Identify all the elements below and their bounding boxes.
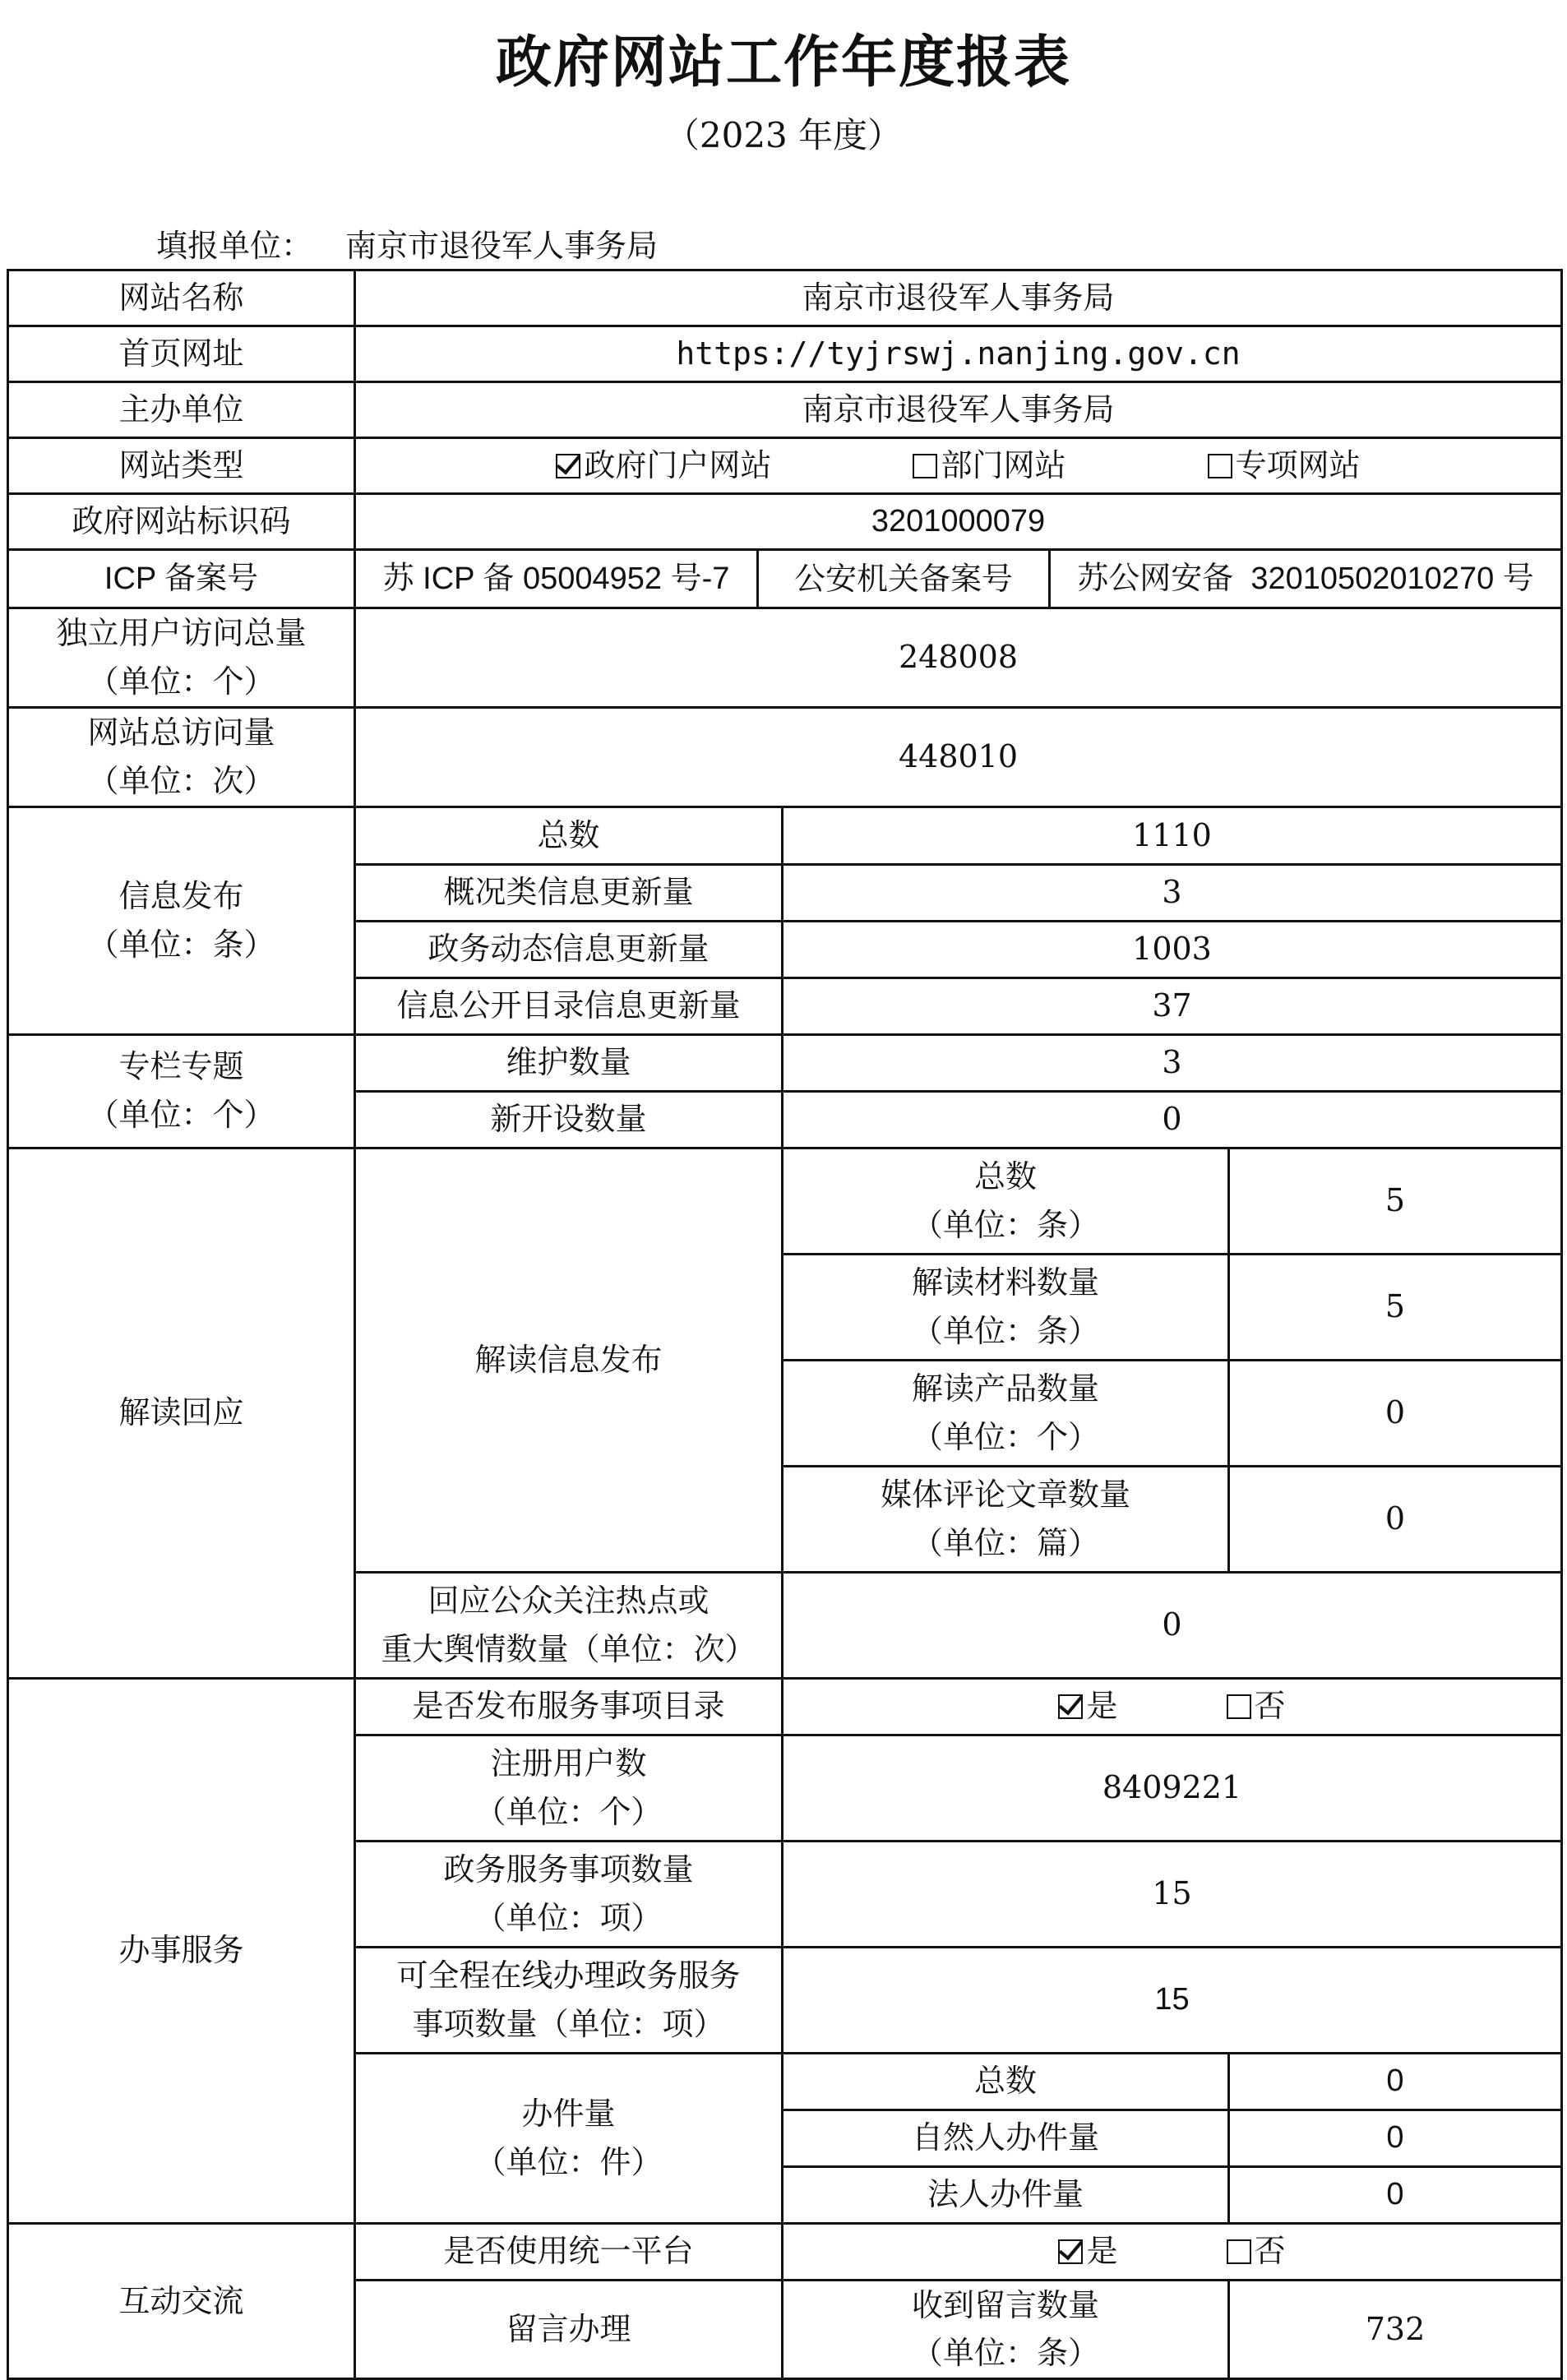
registered-users-value: 8409221 — [783, 1735, 1562, 1841]
unique-visitors-label — [8, 608, 355, 708]
platform-options — [783, 2223, 1562, 2280]
table-row — [8, 707, 1562, 806]
interpretation-row-label — [783, 1466, 1229, 1572]
catalog-label: 是否发布服务事项目录 — [355, 1678, 783, 1735]
reporting-unit-line — [156, 220, 658, 266]
columns-row-value: 3 — [783, 1034, 1562, 1091]
info-release-row-label: 概况类信息更新量 — [355, 864, 783, 921]
table-row — [8, 806, 1562, 864]
checkbox-checked-icon — [1058, 1694, 1083, 1719]
unit-label: （单位：条） — [911, 1312, 1099, 1349]
service-items-label — [355, 1841, 783, 1947]
cases-row-value: 0 — [1229, 2053, 1562, 2110]
platform-no-option — [1227, 2227, 1286, 2276]
sponsor-value: 南京市退役军人事务局 — [355, 382, 1562, 438]
unit-label: （单位：个） — [474, 1793, 663, 1830]
interpretation-row-label — [783, 1360, 1229, 1466]
table-row — [8, 326, 1562, 382]
checkbox-empty-icon — [1208, 454, 1232, 478]
columns-row-value: 0 — [783, 1091, 1562, 1148]
registered-users-label — [355, 1735, 783, 1841]
cases-row-label: 法人办件量 — [783, 2166, 1229, 2223]
checkbox-checked-icon — [1058, 2239, 1083, 2264]
info-release-row-value: 37 — [783, 977, 1562, 1034]
unit-label: （单位：个） — [87, 663, 275, 700]
site-id-label: 政府网站标识码 — [8, 494, 355, 550]
columns-row-label: 维护数量 — [355, 1034, 783, 1091]
option-label: 是 — [1086, 1688, 1118, 1725]
platform-label: 是否使用统一平台 — [355, 2223, 783, 2280]
checkbox-empty-icon — [1227, 2239, 1251, 2264]
report-title: 政府网站工作年度报表 — [495, 30, 1071, 95]
site-type-option — [913, 441, 1065, 490]
site-type-option-label: 专项网站 — [1235, 447, 1361, 484]
service-items-title: 政务服务事项数量 — [443, 1851, 694, 1888]
table-row — [8, 608, 1562, 708]
interpretation-label: 解读回应 — [8, 1148, 355, 1678]
unit-label: （单位：条） — [87, 926, 275, 963]
table-row — [8, 1148, 1562, 1254]
police-record-label: 公安机关备案号 — [759, 551, 1051, 607]
site-name-label: 网站名称 — [8, 270, 355, 326]
site-type-options — [355, 438, 1562, 494]
cases-row-label: 总数 — [783, 2053, 1229, 2110]
site-type-option-label: 部门网站 — [941, 447, 1066, 484]
checkbox-empty-icon — [913, 454, 937, 478]
table-row — [8, 1034, 1562, 1091]
info-release-row-value: 1003 — [783, 921, 1562, 977]
registered-users-title: 注册用户数 — [490, 1745, 647, 1782]
info-release-row-value: 3 — [783, 864, 1562, 921]
table-row — [8, 1678, 1562, 1735]
icp-row — [355, 550, 1562, 608]
catalog-options — [783, 1678, 1562, 1735]
unit-label: （单位：条） — [911, 1206, 1099, 1243]
total-visits-title: 网站总访问量 — [87, 714, 275, 751]
interpretation-sub-label: 解读信息发布 — [355, 1148, 783, 1572]
unique-visitors-title: 独立用户访问总量 — [56, 615, 307, 651]
sponsor-label: 主办单位 — [8, 382, 355, 438]
cases-row-label: 自然人办件量 — [783, 2110, 1229, 2166]
option-label: 否 — [1254, 1688, 1286, 1725]
interpretation-row-value: 0 — [1229, 1360, 1562, 1466]
interaction-label: 互动交流 — [8, 2223, 355, 2379]
site-type-label: 网站类型 — [8, 438, 355, 494]
reporting-unit-label: 填报单位： — [156, 228, 313, 264]
option-label: 是 — [1086, 2233, 1118, 2270]
site-name-value: 南京市退役军人事务局 — [355, 270, 1562, 326]
report-table — [7, 269, 1563, 2380]
columns-title: 专栏专题 — [118, 1048, 244, 1085]
unique-visitors-value: 248008 — [355, 608, 1562, 708]
info-release-row-value: 1110 — [783, 806, 1562, 864]
site-id-value: 3201000079 — [355, 494, 1562, 550]
messages-sub-title: 收到留言数量 — [911, 2286, 1099, 2323]
cases-row-value: 0 — [1229, 2110, 1562, 2166]
reporting-unit-value: 南京市退役军人事务局 — [345, 228, 659, 264]
table-row — [8, 382, 1562, 438]
unit-label: （单位：个） — [87, 1097, 275, 1134]
messages-value: 732 — [1229, 2280, 1562, 2379]
response-value: 0 — [783, 1572, 1562, 1678]
online-items-value: 15 — [783, 1947, 1562, 2053]
interpretation-row-title: 解读产品数量 — [911, 1370, 1099, 1407]
table-row — [8, 494, 1562, 550]
interpretation-row-label — [783, 1254, 1229, 1360]
columns-label — [8, 1034, 355, 1148]
online-items-label-line: 事项数量（单位：项） — [412, 2005, 725, 2042]
catalog-yes-option — [1058, 1682, 1117, 1731]
police-record-value: 苏公网安备 32010502010270 号 — [1077, 561, 1534, 596]
unit-label: （单位：次） — [87, 762, 275, 799]
site-type-option — [1208, 441, 1361, 490]
table-row — [8, 550, 1562, 608]
messages-label: 留言办理 — [355, 2280, 783, 2379]
response-label-line: 回应公众关注热点或 — [428, 1582, 710, 1619]
info-release-row-label: 信息公开目录信息更新量 — [355, 977, 783, 1034]
cases-row-value: 0 — [1229, 2166, 1562, 2223]
interpretation-row-value: 0 — [1229, 1466, 1562, 1572]
online-items-label-line: 可全程在线办理政务服务 — [396, 1957, 741, 1994]
info-release-row-label: 总数 — [355, 806, 783, 864]
site-type-option — [556, 441, 771, 490]
interpretation-row-label — [783, 1148, 1229, 1254]
cases-title: 办件量 — [521, 2095, 616, 2132]
icp-value: 苏 ICP 备 05004952 号-7 — [356, 551, 759, 607]
info-release-title: 信息发布 — [118, 877, 244, 914]
checkbox-empty-icon — [1227, 1694, 1251, 1719]
homepage-label: 首页网址 — [8, 326, 355, 382]
services-label: 办事服务 — [8, 1678, 355, 2223]
interpretation-row-title: 媒体评论文章数量 — [880, 1476, 1130, 1513]
response-label-line: 重大舆情数量（单位：次） — [381, 1630, 756, 1667]
unit-label: （单位：篇） — [911, 1524, 1099, 1561]
table-row — [8, 438, 1562, 494]
columns-row-label: 新开设数量 — [355, 1091, 783, 1148]
interpretation-row-title: 解读材料数量 — [911, 1264, 1099, 1301]
service-items-value: 15 — [783, 1841, 1562, 1947]
unit-label: （单位：个） — [911, 1418, 1099, 1455]
total-visits-label — [8, 707, 355, 806]
table-row — [8, 270, 1562, 326]
messages-sub-label — [783, 2280, 1229, 2379]
option-label: 否 — [1254, 2233, 1286, 2270]
platform-yes-option — [1058, 2227, 1117, 2276]
site-type-option-label: 政府门户网站 — [584, 447, 772, 484]
unit-label: （单位：条） — [911, 2335, 1099, 2372]
interpretation-row-value: 5 — [1229, 1148, 1562, 1254]
response-label — [355, 1572, 783, 1678]
catalog-no-option — [1227, 1682, 1286, 1731]
icp-label: ICP 备案号 — [8, 550, 355, 608]
info-release-label — [8, 806, 355, 1034]
online-items-label — [355, 1947, 783, 2053]
interpretation-row-value: 5 — [1229, 1254, 1562, 1360]
interpretation-row-title: 总数 — [973, 1158, 1037, 1195]
unit-label: （单位：件） — [474, 2143, 663, 2180]
unit-label: （单位：项） — [474, 1899, 663, 1936]
table-row — [8, 2223, 1562, 2280]
info-release-row-label: 政务动态信息更新量 — [355, 921, 783, 977]
total-visits-value: 448010 — [355, 707, 1562, 806]
checkbox-checked-icon — [556, 454, 580, 478]
homepage-url: https://tyjrswj.nanjing.gov.cn — [355, 326, 1562, 382]
cases-label — [355, 2053, 783, 2223]
report-subtitle: （2023 年度） — [664, 115, 903, 155]
